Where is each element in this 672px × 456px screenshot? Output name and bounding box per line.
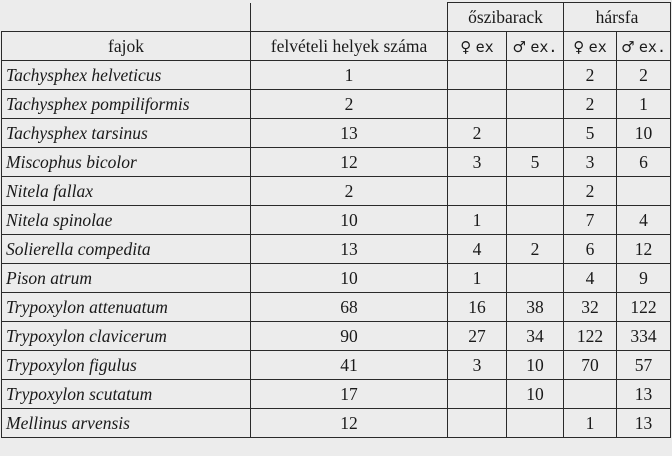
table-row: [2, 380, 671, 409]
sites-count: 10: [251, 264, 448, 293]
sites-count: 41: [251, 351, 448, 380]
table-row: [2, 148, 671, 177]
harsfa-male-count: 10: [617, 119, 671, 148]
harsfa-male-count: [617, 177, 671, 206]
header-blank-cell: [251, 3, 448, 32]
sites-count: 12: [251, 148, 448, 177]
species-name: Trypoxylon scutatum: [2, 380, 251, 409]
harsfa-male-count: 13: [617, 380, 671, 409]
species-name: Miscophus bicolor: [2, 148, 251, 177]
oszibarack-male-count: 10: [507, 380, 564, 409]
harsfa-female-count: 122: [564, 322, 617, 351]
table-row: [2, 322, 671, 351]
table-row: [2, 90, 671, 119]
female-ex-label: ex: [475, 37, 494, 56]
harsfa-male-count: 4: [617, 206, 671, 235]
harsfa-female-count: 5: [564, 119, 617, 148]
oszibarack-female-count: 3: [448, 148, 507, 177]
sites-count: 13: [251, 235, 448, 264]
species-name: Tachysphex helveticus: [2, 61, 251, 90]
oszibarack-female-count: 27: [448, 322, 507, 351]
table-row: [2, 119, 671, 148]
header-group-harsfa: hársfa: [564, 3, 671, 32]
harsfa-female-count: 32: [564, 293, 617, 322]
species-table: [1, 2, 671, 438]
header-harsfa-female: [564, 32, 617, 61]
sites-count: 12: [251, 409, 448, 438]
oszibarack-male-count: [507, 61, 564, 90]
oszibarack-male-count: 38: [507, 293, 564, 322]
species-name: Tachysphex pompiliformis: [2, 90, 251, 119]
species-name: Nitela spinolae: [2, 206, 251, 235]
female-symbol-icon: ♀: [573, 37, 585, 56]
harsfa-female-count: [564, 380, 617, 409]
species-name: Trypoxylon clavicerum: [2, 322, 251, 351]
oszibarack-male-count: 34: [507, 322, 564, 351]
sites-count: 1: [251, 61, 448, 90]
harsfa-female-count: 70: [564, 351, 617, 380]
oszibarack-male-count: [507, 90, 564, 119]
sites-count: 2: [251, 177, 448, 206]
header-sites: felvételi helyek száma: [251, 32, 448, 61]
oszibarack-female-count: 16: [448, 293, 507, 322]
table-row: [2, 351, 671, 380]
sites-count: 90: [251, 322, 448, 351]
species-name: Solierella compedita: [2, 235, 251, 264]
oszibarack-male-count: [507, 409, 564, 438]
oszibarack-female-count: 1: [448, 264, 507, 293]
female-symbol-icon: ♀: [460, 37, 472, 56]
table-row: [2, 177, 671, 206]
oszibarack-male-count: [507, 119, 564, 148]
oszibarack-female-count: 2: [448, 119, 507, 148]
header-oszibarack-male: [507, 32, 564, 61]
sites-count: 10: [251, 206, 448, 235]
male-symbol-icon: ♂: [621, 37, 635, 56]
male-ex-label: ex.: [530, 37, 558, 56]
female-ex-label: ex: [588, 37, 607, 56]
table-row: [2, 293, 671, 322]
harsfa-male-count: 334: [617, 322, 671, 351]
male-symbol-icon: ♂: [512, 37, 526, 56]
header-oszibarack-female: [448, 32, 507, 61]
sites-count: 13: [251, 119, 448, 148]
harsfa-male-count: 6: [617, 148, 671, 177]
header-blank-cell: [2, 3, 251, 32]
harsfa-male-count: 13: [617, 409, 671, 438]
sites-count: 68: [251, 293, 448, 322]
sites-count: 2: [251, 90, 448, 119]
harsfa-female-count: 2: [564, 177, 617, 206]
oszibarack-female-count: [448, 177, 507, 206]
harsfa-female-count: 7: [564, 206, 617, 235]
harsfa-female-count: 3: [564, 148, 617, 177]
oszibarack-female-count: 4: [448, 235, 507, 264]
oszibarack-male-count: 2: [507, 235, 564, 264]
header-harsfa-male: [617, 32, 671, 61]
oszibarack-female-count: [448, 409, 507, 438]
harsfa-female-count: 6: [564, 235, 617, 264]
harsfa-male-count: 1: [617, 90, 671, 119]
oszibarack-male-count: 5: [507, 148, 564, 177]
species-name: Mellinus arvensis: [2, 409, 251, 438]
harsfa-female-count: 4: [564, 264, 617, 293]
oszibarack-female-count: 1: [448, 206, 507, 235]
species-name: Pison atrum: [2, 264, 251, 293]
header-column-row: [2, 32, 671, 61]
header-group-oszibarack: őszibarack: [448, 3, 564, 32]
species-name: Trypoxylon figulus: [2, 351, 251, 380]
oszibarack-female-count: 3: [448, 351, 507, 380]
harsfa-male-count: 57: [617, 351, 671, 380]
harsfa-male-count: 12: [617, 235, 671, 264]
species-name: Trypoxylon attenuatum: [2, 293, 251, 322]
harsfa-female-count: 1: [564, 409, 617, 438]
table-row: [2, 235, 671, 264]
species-name: Nitela fallax: [2, 177, 251, 206]
oszibarack-male-count: [507, 177, 564, 206]
header-species: fajok: [2, 32, 251, 61]
harsfa-male-count: 122: [617, 293, 671, 322]
oszibarack-male-count: 10: [507, 351, 564, 380]
species-name: Tachysphex tarsinus: [2, 119, 251, 148]
sites-count: 17: [251, 380, 448, 409]
header-group-row: [2, 3, 671, 32]
oszibarack-female-count: [448, 380, 507, 409]
oszibarack-male-count: [507, 264, 564, 293]
harsfa-male-count: 2: [617, 61, 671, 90]
male-ex-label: ex.: [638, 37, 666, 56]
oszibarack-male-count: [507, 206, 564, 235]
table-row: [2, 409, 671, 438]
oszibarack-female-count: [448, 61, 507, 90]
harsfa-female-count: 2: [564, 90, 617, 119]
table-row: [2, 206, 671, 235]
table-row: [2, 61, 671, 90]
harsfa-female-count: 2: [564, 61, 617, 90]
oszibarack-female-count: [448, 90, 507, 119]
table-row: [2, 264, 671, 293]
harsfa-male-count: 9: [617, 264, 671, 293]
